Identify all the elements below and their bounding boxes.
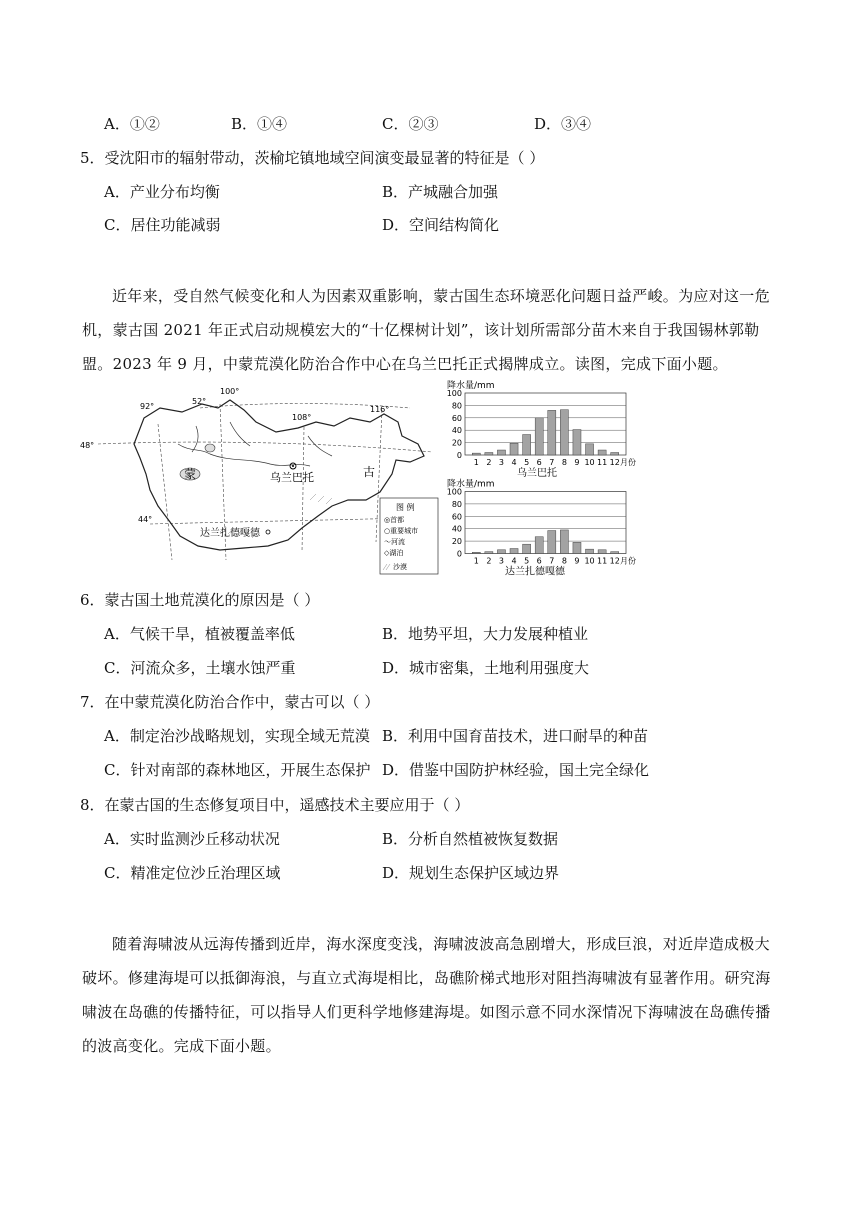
passage-tsunami: 随着海啸波从远海传播到近岸，海水深度变浅，海啸波波高急剧增大，形成巨浪，对近岸造成极大破坏。修建海堤可以抵御海浪，与直立式海堤相比，岛礁阶梯式地形对阻挡海啸波有显著作用。研究海啸波在岛礁的传播特征，可以指导人们更科学地修建海堤。如图示意不同水深情况下海啸波在岛礁传播的波高变化。完成下面小题。 (82, 935, 771, 1055)
city-marker-icon (266, 530, 270, 534)
legend-desert: 沙漠 (393, 563, 407, 571)
x-tick-label: 4 (511, 458, 517, 467)
x-tick-label: 8 (561, 458, 567, 467)
x-tick-label: 11 (597, 556, 608, 566)
lon-label-108: 108° (292, 413, 312, 422)
bar (497, 550, 505, 554)
chart-frame (465, 492, 626, 554)
q6-option-d: D．城市密集，土地利用强度大 (382, 659, 590, 677)
q7-option-b: B．利用中国育苗技术，进口耐旱的种苗 (382, 727, 649, 745)
x-tick-label: 4 (511, 556, 517, 566)
x-tick-label: 5 (524, 458, 530, 467)
lake-icon (205, 444, 215, 452)
bar (586, 549, 594, 553)
lat-label-44: 44° (138, 515, 153, 524)
country-char-1: 蒙 (184, 467, 197, 481)
legend-capital: ◎首都 (384, 516, 405, 524)
x-axis-unit-label: 月份 (620, 556, 636, 566)
lon-label-92: 92° (140, 402, 155, 411)
bar (598, 450, 606, 455)
lon-label-100: 100° (220, 387, 240, 396)
bar (560, 530, 568, 554)
q7-option-a: A．制定治沙战略规划，实现全域无荒漠 (104, 727, 370, 745)
bar (497, 450, 505, 455)
x-tick-label: 7 (549, 556, 555, 566)
x-tick-label: 9 (574, 556, 580, 566)
x-tick-label: 5 (524, 556, 530, 566)
x-tick-label: 7 (549, 458, 555, 467)
bar (548, 410, 556, 455)
bar (485, 453, 493, 455)
q5-option-c: C．居住功能减弱 (104, 216, 221, 234)
bar (573, 430, 581, 455)
y-tick-label: 20 (451, 537, 462, 547)
q6-option-c: C．河流众多，土壤水蚀严重 (104, 659, 296, 677)
x-tick-label: 11 (597, 458, 608, 467)
y-tick-label: 60 (451, 413, 462, 423)
q7-option-c: C．针对南部的森林地区，开展生态保护 (104, 761, 371, 779)
country-char-2: 古 (363, 465, 376, 479)
x-tick-label: 3 (498, 458, 505, 467)
lon-label-116: 116° (370, 405, 390, 414)
mongolia-map (80, 382, 440, 578)
legend-lake: ◇湖泊 (384, 549, 404, 557)
y-tick-label: 40 (451, 426, 462, 436)
bar (535, 418, 543, 455)
q8-option-d: D．规划生态保护区域边界 (382, 864, 560, 882)
x-tick-label: 12 (609, 458, 620, 467)
bar (523, 435, 531, 455)
bar (548, 531, 556, 554)
bar (485, 552, 493, 554)
bar (472, 552, 480, 553)
q5-option-d: D．空间结构简化 (382, 216, 500, 234)
y-tick-label: 80 (451, 401, 462, 411)
bar (510, 549, 518, 554)
chart-ylabel: 降水量/mm (447, 479, 495, 490)
x-tick-label: 1 (473, 556, 479, 566)
bar (472, 453, 480, 455)
chart-frame (465, 393, 626, 455)
chart-ulaanbaatar (443, 378, 636, 479)
bar (611, 552, 619, 554)
bar (598, 550, 606, 554)
bar (611, 453, 619, 455)
q8-option-c: C．精准定位沙丘治理区域 (104, 864, 281, 882)
y-tick-label: 40 (451, 524, 462, 534)
y-tick-label: 100 (446, 389, 462, 398)
y-tick-label: 100 (446, 487, 462, 497)
y-tick-label: 20 (451, 438, 462, 448)
city-ulaanbaatar: 乌兰巴托 (270, 471, 314, 484)
q7-stem: 7．在中蒙荒漠化防治合作中，蒙古可以（ ） (80, 693, 380, 711)
x-tick-label: 12 (609, 556, 620, 566)
bar (560, 410, 568, 455)
x-axis-unit-label: 月份 (620, 458, 636, 467)
x-tick-label: 6 (536, 458, 542, 467)
q8-option-a: A．实时监测沙丘移动状况 (104, 830, 280, 848)
q8-stem: 8．在蒙古国的生态修复项目中，遥感技术主要应用于（ ） (80, 796, 470, 814)
q5-stem: 5．受沈阳市的辐射带动，茨榆坨镇地域空间演变最显著的特征是（ ） (80, 149, 545, 167)
x-tick-label: 10 (584, 458, 595, 467)
bar (510, 443, 518, 455)
q5-option-b: B．产城融合加强 (382, 183, 499, 201)
chart-title: 达兰扎德嘎德 (505, 566, 565, 578)
y-tick-label: 80 (451, 499, 462, 509)
bar (535, 537, 543, 554)
capital-marker-icon (292, 465, 294, 467)
bar (586, 444, 594, 455)
lat-label-48: 48° (80, 441, 95, 450)
q6-option-b: B．地势平坦，大力发展种植业 (382, 625, 589, 643)
chart-ylabel: 降水量/mm (447, 381, 495, 391)
legend-title: 图 例 (396, 503, 415, 512)
x-tick-label: 8 (561, 556, 567, 566)
x-tick-label: 6 (536, 556, 542, 566)
q4-option-c: C．②③ (382, 115, 439, 133)
chart-dalanzadgad (443, 475, 636, 578)
legend-river: ～河流 (384, 538, 405, 546)
q4-option-b: B．①④ (231, 115, 288, 133)
q5-option-a: A．产业分布均衡 (104, 183, 220, 201)
x-tick-label: 3 (498, 556, 505, 566)
passage-mongolia: 近年来，受自然气候变化和人为因素双重影响，蒙古国生态环境恶化问题日益严峻。为应对这一危机，蒙古国 2021 年正式启动规模宏大的“十亿棵树计划”，该计划所需部分苗木来自于我国锡林郭勒盟。2023 年 9 月，中蒙荒漠化防治合作中心在乌兰巴托正式揭牌成立。读图，完成下面小题。 (82, 287, 770, 373)
y-tick-label: 0 (456, 549, 462, 559)
lat-label-52: 52° (192, 397, 207, 406)
x-tick-label: 1 (473, 458, 479, 467)
y-tick-label: 60 (451, 512, 462, 522)
y-tick-label: 0 (456, 451, 462, 460)
chart-title: 乌兰巴托 (517, 468, 557, 479)
q4-option-a: A．①② (104, 115, 160, 133)
q6-option-a: A．气候干旱，植被覆盖率低 (104, 625, 295, 643)
legend-city: ○重要城市 (384, 527, 419, 535)
x-tick-label: 2 (486, 458, 492, 467)
x-tick-label: 10 (584, 556, 595, 566)
q7-option-d: D．借鉴中国防护林经验，国土完全绿化 (382, 761, 650, 779)
q4-option-d: D．③④ (534, 115, 592, 133)
q6-stem: 6．蒙古国土地荒漠化的原因是（ ） (80, 591, 320, 609)
bar (573, 542, 581, 553)
bar (523, 544, 531, 553)
x-tick-label: 2 (486, 556, 492, 566)
city-dalanzadgad: 达兰扎德嘎德 (200, 528, 260, 539)
x-tick-label: 9 (574, 458, 580, 467)
q8-option-b: B．分析自然植被恢复数据 (382, 830, 559, 848)
